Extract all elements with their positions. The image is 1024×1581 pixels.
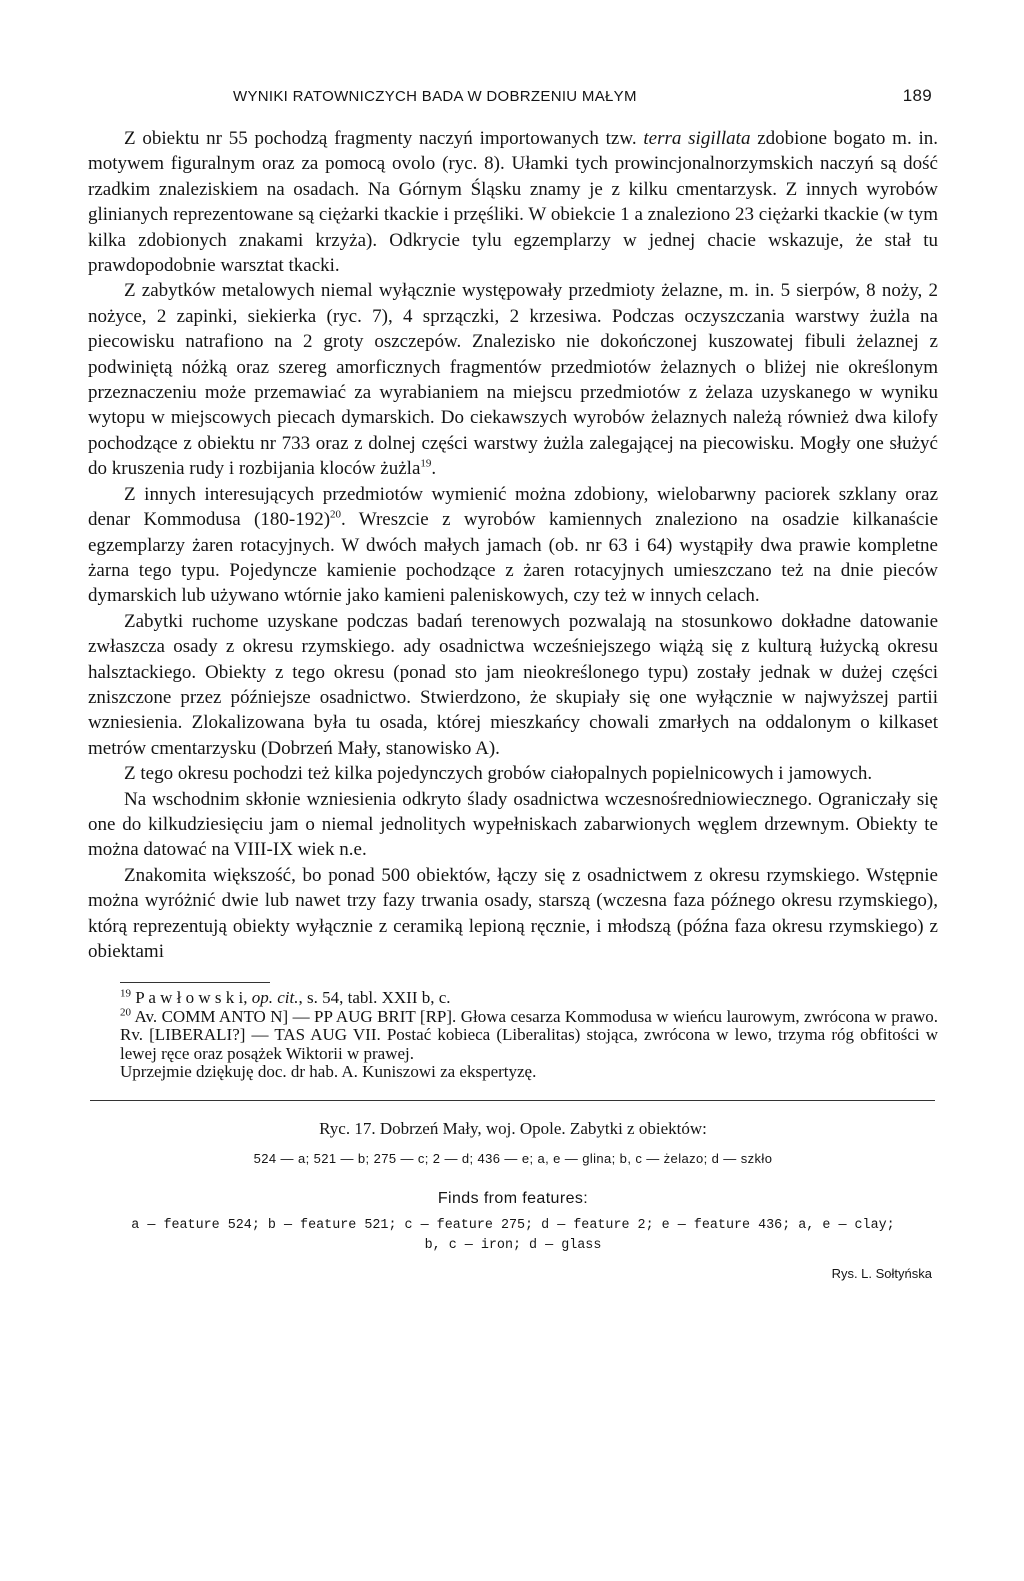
page-number: 189 (902, 86, 932, 105)
text-run: . (431, 458, 437, 480)
page (88, 82, 938, 1281)
footnote-number: 19 (120, 987, 131, 1000)
footnote-italic: op. cit. (251, 988, 299, 1008)
text-run: Z obiektu nr 55 pochodzą fragmenty naczyń importowanych tzw. (124, 128, 637, 149)
caption-key-en (88, 1216, 938, 1256)
paragraph: Na wschodnim skłonie wzniesienia odkryto ślady osadnictwa wczesnośredniowiecznego. Ograniczały się one do kilkudziesięciu jam o niemal jednolitych wypełniskach zabarwionych węglem drzewnym. Obiekty te można datować na VIII-IX wiek n.e. (88, 788, 938, 861)
paragraph (88, 278, 938, 481)
text-run: zdobione bogato m. in. motywem figuralnym oraz za pomocą ovolo (ryc. 8). Ułamki tych prowincjonalnorzymskich naczyń są dość rzadkim znaleziskiem na osadach. Na Górnym Śląsku znamy je z kilku cmentarzysk. Z innych wyrobów glinianych reprezentowane są ciężarki tkackie i przęśliki. W obiekcie 1 a znaleziono 23 ciężarki tkackie (w tym kilka zdobionych znakami krzyża). Odkrycie tylu egzemplarzy w jednej chacie wskazuje, że stał tu prawdopodobnie warsztat tkacki. (88, 128, 939, 277)
caption-key-en-line: b, c — iron; d — glass (424, 1237, 602, 1253)
text-run: Z innych interesujących przedmiotów wymienić można zdobiony, wielobarwny paciorek szklany oraz denar Kommodusa (180-192) (88, 483, 938, 531)
footnote-ref[interactable]: 20 (330, 508, 342, 521)
footnote-text: , s. 54, tabl. XXII b, c. (298, 988, 451, 1008)
text-run: . Wreszcie z wyrobów kamiennych znaleziono na osadzie kilkanaście egzemplarzy żaren rotacyjnych. W dwóch małych jamach (ob. nr 63 i 64) wystąpiły dwa prawie kompletne żarna tego typu. Pojedyncze kamienie pochodzące z żaren rotacyjnych umieszczano też na dnie pieców dymarskich lub używano wtórnie jako kamieni paleniskowych, czy też w innych celach. (88, 509, 939, 607)
footnote-author: P a w ł o w s k i, (135, 988, 248, 1008)
caption-title-en: Finds from features: (437, 1189, 589, 1207)
footnote-text: Av. COMM ANTO N] — PP AUG BRIT [RP]. Głowa cesarza Kommodusa w wieńcu laurowym, zwrócona w prawo. Rv. [LIBERALI?] — TAS AUG VII. Postać kobieca (Liberalitas) stojąca, zwrócona w lewo, trzyma róg obfitości w lewej ręce oraz posążek Wiktorii w prawej. (120, 1006, 939, 1063)
footnote-number: 20 (120, 1006, 131, 1019)
figure-caption (88, 1119, 938, 1281)
paragraph: Znakomita większość, bo ponad 500 obiektów, łączy się z osadnictwem z okresu rzymskiego. Wstępnie można wyróżnić dwie lub nawet trzy fazy trwania osady, starszą (wczesna faza późnego okresu rzymskiego), którą reprezentują obiekty wyłącznie z ceramiką lepioną ręcznie, i młodszą (późna faza okresu rzymskiego) z obiektami (88, 864, 938, 962)
caption-title-pl: Ryc. 17. Dobrzeń Mały, woj. Opole. Zabytki z obiektów: (319, 1118, 707, 1138)
paragraph (88, 126, 938, 278)
italic-term: terra sigillata (643, 128, 751, 149)
caption-key-en-line: a — feature 524; b — feature 521; c — feature 275; d — feature 2; e — feature 436; a, e — clay; (131, 1217, 895, 1233)
caption-divider (90, 1100, 935, 1101)
paragraph: Z tego okresu pochodzi też kilka pojedynczych grobów ciałopalnych popielnicowych i jamowych. (124, 763, 873, 785)
illustration-credit: Rys. L. Sołtyńska (831, 1265, 932, 1281)
footnote-20 (120, 1008, 938, 1064)
running-title: WYNIKI RATOWNICZYCH BADA W DOBRZENIU MAŁYM (233, 88, 637, 105)
acknowledgement: Uprzejmie dziękuję doc. dr hab. A. Kuniszowi za ekspertyzę. (120, 1062, 537, 1082)
paragraph: Zabytki ruchome uzyskane podczas badań terenowych pozwalają na stosunkowo dokładne datowanie zwłaszcza osady z okresu rzymskiego. ady osadnictwa wcześniejszego wiążą się z kulturą łużycką okresu halsztackiego. Obiekty z tego okresu (ponad sto jam nieokreślonego typu) zostały jednak w dużej części zniszczone przez późniejsze osadnictwo. Stwierdzono, że skupiały się one wyłącznie w najwyższej partii wzniesienia. Zlokalizowana była tu osada, której mieszkańcy chowali zmarłych na oddalonym o kilkaset metrów cmentarzysku (Dobrzeń Mały, stanowisko A). (88, 610, 938, 759)
text-run: Z zabytków metalowych niemal wyłącznie występowały przedmioty żelazne, m. in. 5 sierpów, 8 noży, 2 nożyce, 2 zapinki, siekierka (ryc. 7), 4 sprzączki, 2 krzesiwa. Podczas oczyszczania warstwy żużla na piecowisku natrafiono na 2 groty oszczepów. Znalezisko nie dokończonej kuszowatej fibuli żelaznej z podwiniętą nóżką oraz szereg amorficznych fragmentów przedmiotów żelaznych o bliżej nie określonym przeznaczeniu może przemawiać za wyrabianiem na miejscu przedmiotów z żelaza uzyskanego w wyniku wytopu w miejscowych piecach dymarskich. Do ciekawszych wyrobów żelaznych należą również dwa kilofy pochodzące z obiektu nr 733 oraz z dolnej części warstwy żużla zalegającej na piecowisku. Mogły one służyć do kruszenia rudy i rozbijania kloców żużla (88, 280, 938, 480)
running-header (88, 82, 938, 116)
footnotes (88, 989, 938, 1082)
footnote-divider (120, 982, 270, 983)
footnote-ref[interactable]: 19 (420, 457, 432, 470)
paragraph (88, 482, 938, 609)
footnote-19 (120, 989, 938, 1008)
caption-key-pl: 524 — a; 521 — b; 275 — c; 2 — d; 436 — e; a, e — glina; b, c — żelazo; d — szkło (253, 1150, 773, 1166)
body-text (88, 126, 938, 964)
